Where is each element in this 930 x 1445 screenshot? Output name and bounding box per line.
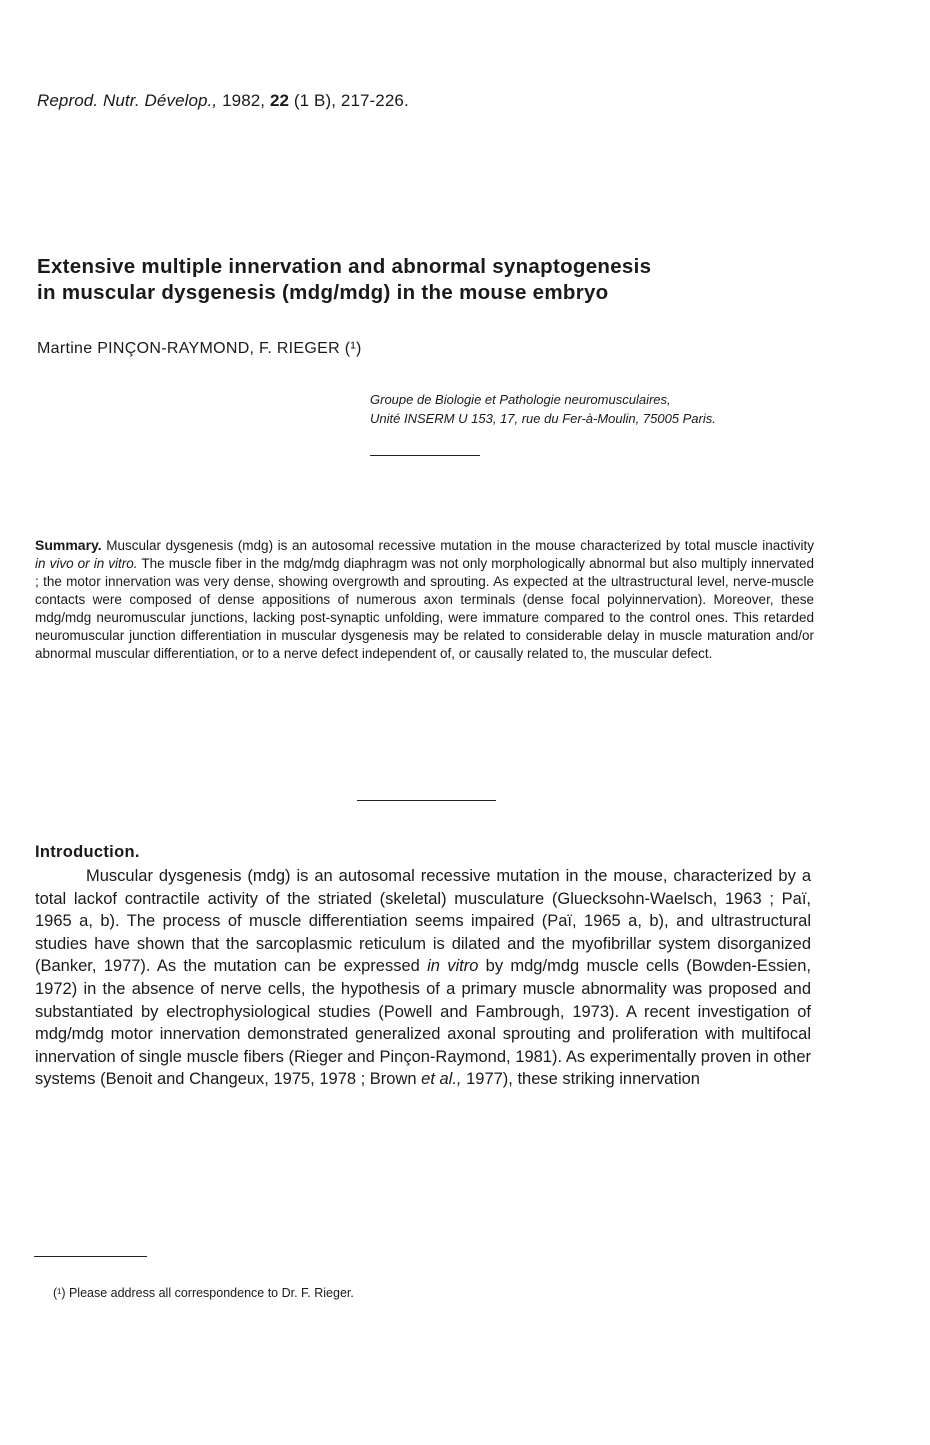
affiliation bbox=[370, 390, 716, 428]
citation-volume: 22 bbox=[269, 91, 290, 110]
divider-middle bbox=[357, 800, 496, 801]
title-line-2: in muscular dysgenesis (mdg/mdg) in the mouse embryo bbox=[37, 281, 609, 304]
intro-italic-2: et al., bbox=[421, 1070, 462, 1089]
journal-citation bbox=[37, 91, 409, 111]
summary-text-1: Muscular dysgenesis (mdg) is an autosomal recessive mutation in the mouse characterized by total muscle inactivity bbox=[101, 538, 814, 553]
article-title bbox=[37, 254, 857, 306]
introduction-heading: Introduction. bbox=[35, 843, 140, 861]
citation-year: 1982, bbox=[217, 91, 270, 110]
footnote: (¹) Please address all correspondence to Dr. F. Rieger. bbox=[53, 1286, 354, 1300]
intro-italic-1: in vitro bbox=[427, 957, 479, 976]
summary-abstract bbox=[35, 536, 814, 663]
footnote-rule bbox=[34, 1256, 147, 1257]
intro-text-1: Muscular dysgenesis (mdg) is an autosomal recessive mutation in the mouse, characterized by a total lackof contractile activity of the striated (skeletal) musculature (Gluecksohn-Waelsch, 1963 ; Paï, 1965 a, b). The process of muscle differentiation seems impaired (Paï, 1965 a, b), and ultrastructural studies have shown that the sarcoplasmic reticulum is dilated and the myofibrillar system disorganized (Banker, 1977). As the mutation can be expressed bbox=[35, 867, 811, 976]
affiliation-line-2: Unité INSERM U 153, 17, rue du Fer-à-Moulin, 75005 Paris. bbox=[370, 411, 716, 426]
introduction-body bbox=[35, 865, 811, 1091]
citation-issue-pages: (1 B), 217-226. bbox=[289, 91, 409, 110]
summary-text-2: The muscle fiber in the mdg/mdg diaphragm was not only morphologically abnormal but also multiply innervated ; the motor innervation was very dense, showing overgrowth and sprouting. As expected at the ultrastructural level, nerve-muscle contacts were composed of dense appositions of numerous axon terminals (dense focal polyinnervation). Moreover, these mdg/mdg neuromuscular junctions, lacking post-synaptic unfolding, were immature compared to the control ones. This retarded neuromuscular junction differentiation in muscular dysgenesis may be related to considerable delay in muscle maturation and/or abnormal muscular differentiation, or to a nerve defect independent of, or causally related to, the muscular defect. bbox=[35, 556, 814, 661]
journal-name: Reprod. Nutr. Dévelop., bbox=[37, 91, 218, 110]
divider-top bbox=[370, 455, 480, 456]
affiliation-line-1: Groupe de Biologie et Pathologie neuromusculaires, bbox=[370, 392, 671, 407]
title-line-1: Extensive multiple innervation and abnormal synaptogenesis bbox=[37, 255, 652, 278]
summary-italic-1: in vivo or in vitro. bbox=[35, 556, 138, 571]
intro-text-3: 1977), these striking innervation bbox=[461, 1070, 700, 1089]
intro-text-2: by mdg/mdg muscle cells (Bowden-Essien, 1972) in the absence of nerve cells, the hypothesis of a primary muscle abnormality was proposed and substantiated by electrophysiological studies (Powell and Fambrough, 1973). A recent investigation of mdg/mdg motor innervation demonstrated generalized axonal sprouting and proliferation with multifocal innervation of single muscle fibers (Rieger and Pinçon-Raymond, 1981). As experimentally proven in other systems (Benoit and Changeux, 1975, 1978 ; Brown bbox=[35, 957, 811, 1089]
summary-label: Summary. bbox=[35, 537, 102, 553]
author-list: Martine PINÇON-RAYMOND, F. RIEGER (¹) bbox=[37, 340, 362, 357]
